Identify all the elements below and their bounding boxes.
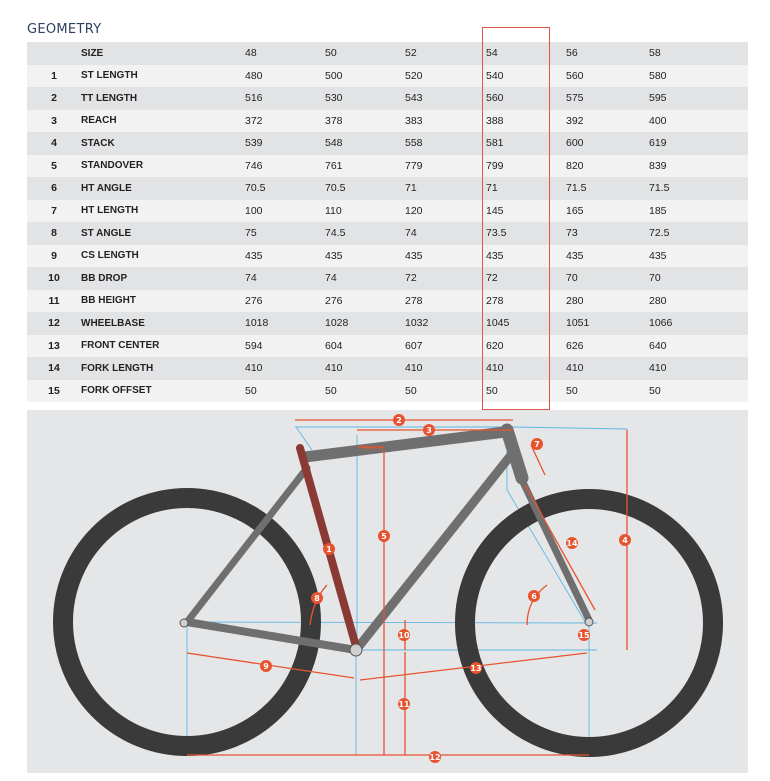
- row-value: 595: [649, 87, 748, 110]
- row-value: 50: [486, 380, 566, 403]
- row-value: 280: [649, 290, 748, 313]
- row-number: 11: [27, 290, 81, 313]
- svg-text:8: 8: [314, 594, 320, 603]
- row-number: 13: [27, 335, 81, 358]
- row-value: 73: [566, 222, 649, 245]
- row-value: 575: [566, 87, 649, 110]
- table-row: [27, 65, 748, 88]
- table-row: [27, 290, 748, 313]
- svg-text:2: 2: [396, 416, 402, 425]
- row-value: 185: [649, 200, 748, 223]
- row-value: 71.5: [566, 177, 649, 200]
- svg-text:13: 13: [470, 664, 482, 673]
- row-number: 9: [27, 245, 81, 268]
- row-value: 548: [325, 132, 405, 155]
- row-value: 110: [325, 200, 405, 223]
- row-value: 410: [405, 357, 486, 380]
- svg-text:6: 6: [531, 592, 537, 601]
- svg-text:9: 9: [263, 662, 269, 671]
- row-value: 480: [245, 65, 325, 88]
- size-header-50: 50: [325, 42, 405, 65]
- row-number: 15: [27, 380, 81, 403]
- row-number: 12: [27, 312, 81, 335]
- marker-6: [528, 590, 540, 602]
- table-row: [27, 335, 748, 358]
- table-row: [27, 312, 748, 335]
- row-value: 1051: [566, 312, 649, 335]
- row-value: 540: [486, 65, 566, 88]
- size-header-48: 48: [245, 42, 325, 65]
- row-value: 799: [486, 155, 566, 178]
- row-label: WHEELBASE: [81, 312, 245, 335]
- table-row: [27, 177, 748, 200]
- row-value: 50: [245, 380, 325, 403]
- table-row: [27, 357, 748, 380]
- marker-8: [311, 592, 323, 604]
- row-value: 410: [245, 357, 325, 380]
- row-value: 410: [649, 357, 748, 380]
- row-value: 594: [245, 335, 325, 358]
- row-label: TT LENGTH: [81, 87, 245, 110]
- row-value: 820: [566, 155, 649, 178]
- row-number: 5: [27, 155, 81, 178]
- table-row: [27, 245, 748, 268]
- row-number: 2: [27, 87, 81, 110]
- row-label: HT LENGTH: [81, 200, 245, 223]
- marker-1: [323, 543, 335, 555]
- table-row: [27, 222, 748, 245]
- row-value: 640: [649, 335, 748, 358]
- row-label: STACK: [81, 132, 245, 155]
- row-value: 607: [405, 335, 486, 358]
- marker-11: [398, 698, 410, 710]
- row-value: 72: [405, 267, 486, 290]
- row-number: 8: [27, 222, 81, 245]
- row-value: 145: [486, 200, 566, 223]
- row-value: 278: [486, 290, 566, 313]
- row-value: 72.5: [649, 222, 748, 245]
- row-number: 10: [27, 267, 81, 290]
- row-value: 50: [325, 380, 405, 403]
- row-value: 1045: [486, 312, 566, 335]
- row-value: 410: [566, 357, 649, 380]
- row-label: FORK LENGTH: [81, 357, 245, 380]
- row-value: 626: [566, 335, 649, 358]
- svg-text:3: 3: [426, 426, 432, 435]
- row-value: 410: [325, 357, 405, 380]
- row-value: 50: [566, 380, 649, 403]
- row-label: BB DROP: [81, 267, 245, 290]
- size-header-54: 54: [486, 42, 566, 65]
- row-value: 761: [325, 155, 405, 178]
- row-value: 388: [486, 110, 566, 133]
- row-label: CS LENGTH: [81, 245, 245, 268]
- row-value: 1066: [649, 312, 748, 335]
- row-value: 74.5: [325, 222, 405, 245]
- row-value: 120: [405, 200, 486, 223]
- row-value: 516: [245, 87, 325, 110]
- svg-text:1: 1: [326, 545, 332, 554]
- size-header-label: SIZE: [81, 42, 245, 65]
- row-label: FRONT CENTER: [81, 335, 245, 358]
- table-row: [27, 110, 748, 133]
- row-value: 73.5: [486, 222, 566, 245]
- row-value: 278: [405, 290, 486, 313]
- row-value: 435: [566, 245, 649, 268]
- row-number: 14: [27, 357, 81, 380]
- row-number: 7: [27, 200, 81, 223]
- row-label: ST LENGTH: [81, 65, 245, 88]
- svg-text:11: 11: [398, 700, 410, 709]
- row-value: 400: [649, 110, 748, 133]
- row-value: 435: [486, 245, 566, 268]
- marker-13: [470, 662, 482, 674]
- svg-text:14: 14: [566, 539, 578, 548]
- row-value: 779: [405, 155, 486, 178]
- row-number: 4: [27, 132, 81, 155]
- svg-text:5: 5: [381, 532, 387, 541]
- row-value: 50: [649, 380, 748, 403]
- row-value: 280: [566, 290, 649, 313]
- row-value: 435: [649, 245, 748, 268]
- row-value: 558: [405, 132, 486, 155]
- row-label: ST ANGLE: [81, 222, 245, 245]
- marker-12: [429, 751, 441, 763]
- table-row: [27, 380, 748, 403]
- row-value: 435: [245, 245, 325, 268]
- row-value: 392: [566, 110, 649, 133]
- row-value: 543: [405, 87, 486, 110]
- svg-text:15: 15: [578, 631, 590, 640]
- marker-4: [619, 534, 631, 546]
- marker-5: [378, 530, 390, 542]
- table-header-row: [27, 42, 748, 65]
- row-value: 74: [405, 222, 486, 245]
- table-row: [27, 267, 748, 290]
- marker-7: [531, 438, 543, 450]
- row-value: 620: [486, 335, 566, 358]
- row-value: 1028: [325, 312, 405, 335]
- bike-geometry-diagram: [27, 410, 748, 773]
- row-value: 560: [486, 87, 566, 110]
- row-number: 6: [27, 177, 81, 200]
- annotation-70mm: 70mm: [360, 444, 382, 452]
- size-header-52: 52: [405, 42, 486, 65]
- row-value: 50: [405, 380, 486, 403]
- row-value: 839: [649, 155, 748, 178]
- size-header-56: 56: [566, 42, 649, 65]
- row-value: 520: [405, 65, 486, 88]
- marker-3: [423, 424, 435, 436]
- marker-14: [566, 537, 578, 549]
- row-value: 74: [245, 267, 325, 290]
- marker-2: [393, 414, 405, 426]
- svg-text:12: 12: [429, 753, 441, 762]
- row-value: 71: [486, 177, 566, 200]
- svg-text:10: 10: [398, 631, 410, 640]
- geometry-title: GEOMETRY: [27, 22, 102, 37]
- row-value: 530: [325, 87, 405, 110]
- row-value: 72: [486, 267, 566, 290]
- row-value: 410: [486, 357, 566, 380]
- row-value: 604: [325, 335, 405, 358]
- bottom-bracket: [350, 644, 362, 656]
- row-label: BB HEIGHT: [81, 290, 245, 313]
- rear-dropout: [180, 619, 188, 627]
- svg-text:7: 7: [534, 440, 540, 449]
- row-value: 70: [649, 267, 748, 290]
- table-row: [27, 200, 748, 223]
- marker-10: [398, 629, 410, 641]
- row-label: FORK OFFSET: [81, 380, 245, 403]
- front-dropout: [585, 618, 593, 626]
- row-value: 746: [245, 155, 325, 178]
- row-value: 560: [566, 65, 649, 88]
- row-number: 3: [27, 110, 81, 133]
- row-value: 1032: [405, 312, 486, 335]
- row-value: 600: [566, 132, 649, 155]
- header-blank-cell: [27, 42, 81, 65]
- row-value: 539: [245, 132, 325, 155]
- row-value: 619: [649, 132, 748, 155]
- row-value: 276: [325, 290, 405, 313]
- row-number: 1: [27, 65, 81, 88]
- row-value: 435: [405, 245, 486, 268]
- row-value: 165: [566, 200, 649, 223]
- marker-9: [260, 660, 272, 672]
- row-value: 71: [405, 177, 486, 200]
- marker-15: [578, 629, 590, 641]
- row-value: 70: [566, 267, 649, 290]
- row-value: 71.5: [649, 177, 748, 200]
- row-value: 383: [405, 110, 486, 133]
- row-value: 74: [325, 267, 405, 290]
- geometry-table: [27, 42, 748, 402]
- size-header-58: 58: [649, 42, 748, 65]
- table-row: [27, 132, 748, 155]
- table-row: [27, 87, 748, 110]
- row-value: 70.5: [325, 177, 405, 200]
- bike-diagram-svg: [27, 410, 748, 773]
- row-value: 75: [245, 222, 325, 245]
- row-value: 70.5: [245, 177, 325, 200]
- table-row: [27, 155, 748, 178]
- svg-text:4: 4: [622, 536, 628, 545]
- row-value: 1018: [245, 312, 325, 335]
- row-value: 581: [486, 132, 566, 155]
- row-value: 580: [649, 65, 748, 88]
- row-value: 500: [325, 65, 405, 88]
- row-label: STANDOVER: [81, 155, 245, 178]
- row-value: 435: [325, 245, 405, 268]
- row-value: 372: [245, 110, 325, 133]
- row-label: REACH: [81, 110, 245, 133]
- row-value: 378: [325, 110, 405, 133]
- row-value: 100: [245, 200, 325, 223]
- row-label: HT ANGLE: [81, 177, 245, 200]
- row-value: 276: [245, 290, 325, 313]
